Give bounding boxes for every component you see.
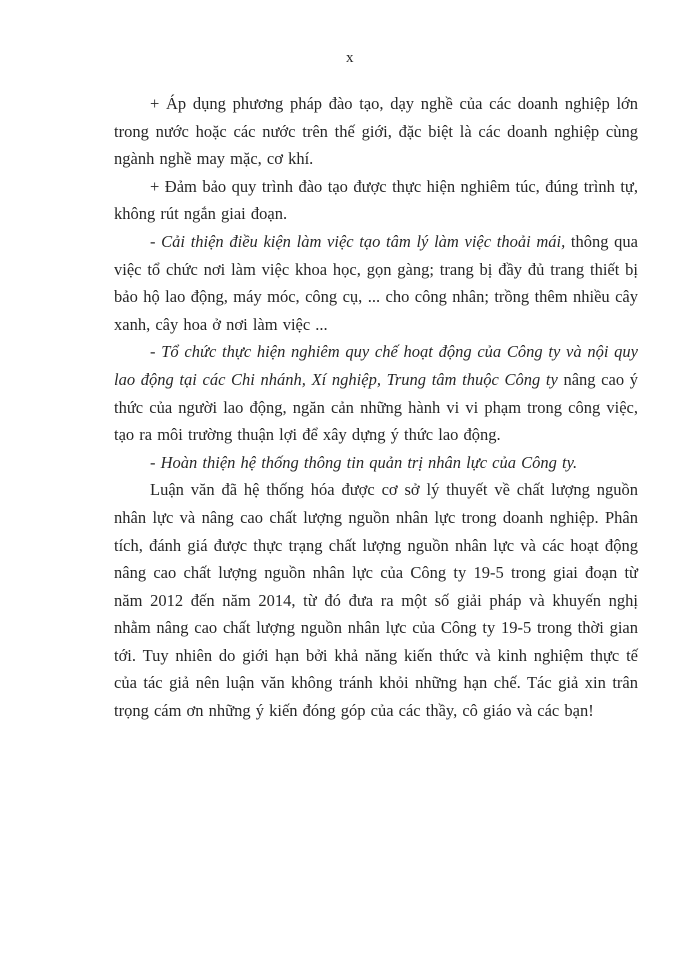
text-run: - Hoàn thiện hệ thống thông tin quản trị nhân lực của Công ty. [150,452,578,472]
page-number: x [346,50,354,66]
text-run: Luận văn đã hệ thống hóa được cơ sở lý thuyết về chất lượng nguồn nhân lực và nâng cao chất lượng nguồn nhân lực trong doanh nghiệp. Phân tích, đánh giá được thực trạng chất lượng nguồn nhân lực và các hoạt động nâng cao chất lượng nguồn nhân lực của Công ty 19-5 trong giai đoạn từ năm 2012 đến năm 2014, từ đó đưa ra một số giải pháp và khuyến nghị nhằm nâng cao chất lượng nguồn nhân lực của Công ty 19-5 trong thời gian tới. Tuy nhiên do giới hạn bởi khả năng kiến thức và kinh nghiệm thực tế của tác giả nên luận văn không tránh khỏi những hạn chế. Tác giả xin trân trọng cám ơn những ý kiến đóng góp của các thầy, cô giáo và các bạn! [114,480,638,721]
paragraph [114,338,638,448]
text-run: - Tổ chức thực hiện nghiêm quy chế hoạt động của Công ty và nội quy lao động tại các Chi nhánh, Xí nghiệp, Trung tâm thuộc Công ty [114,342,638,389]
text-run: + Đảm bảo quy trình đào tạo được thực hiện nghiêm túc, đúng trình tự, không rút ngắn giai đoạn. [114,176,638,224]
text-run: - Cải thiện điều kiện làm việc tạo tâm lý làm việc thoải mái, [150,231,566,251]
paragraph [114,90,638,173]
paragraph [114,173,638,228]
paragraph [114,228,638,338]
text-run: thông qua việc tổ chức nơi làm việc khoa học, gọn gàng; trang bị đầy đủ trang thiết bị bảo hộ lao động, máy móc, công cụ, ... cho công nhân; trồng thêm nhiều cây xanh, cây hoa ở nơi làm việc ... [114,231,638,334]
text-run: + Áp dụng phương pháp đào tạo, dạy nghề của các doanh nghiệp lớn trong nước hoặc các nước trên thế giới, đặc biệt là các doanh nghiệp cùng ngành nghề may mặc, cơ khí. [114,94,638,169]
text-run: nâng cao ý thức của người lao động, ngăn cản những hành vi vi phạm trong công việc, tạo ra môi trường thuận lợi để xây dựng ý thức lao động. [114,369,638,445]
paragraph [114,449,638,477]
paragraph [114,476,638,724]
page-body [0,90,700,725]
